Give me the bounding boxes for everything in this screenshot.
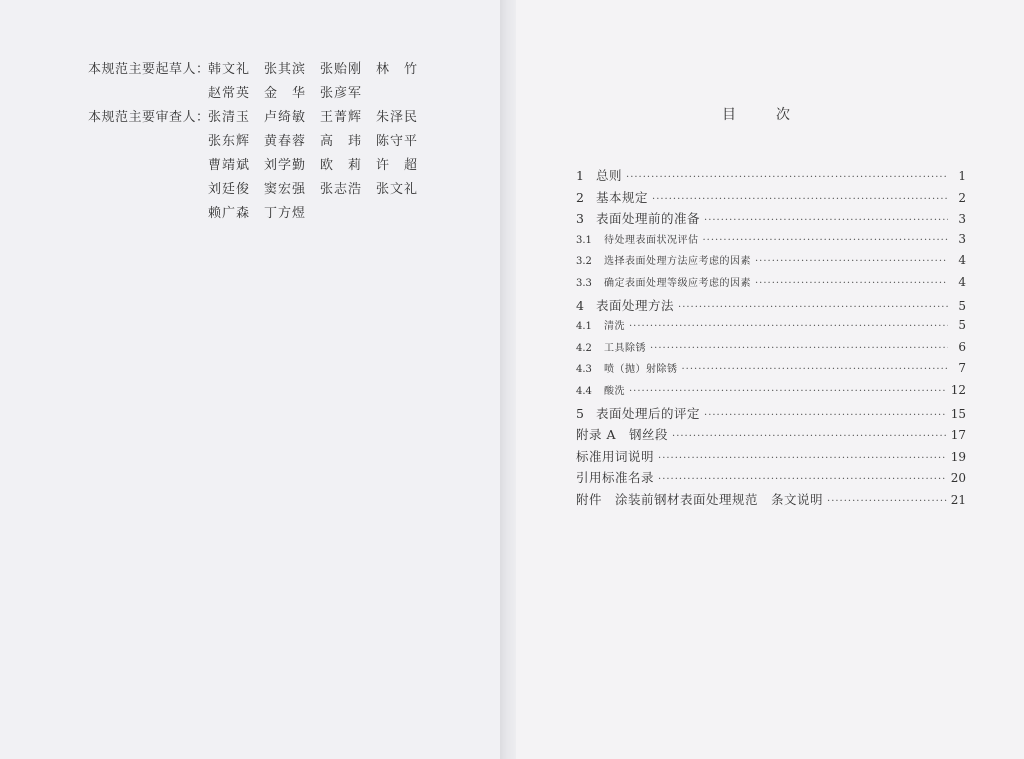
person-name: 刘学勤 — [264, 158, 307, 173]
person-name: 卢绮敏 — [264, 110, 307, 125]
person-name — [320, 202, 376, 221]
toc-entry-title: 选择表面处理方法应考虑的因素 — [604, 256, 751, 268]
toc-entry-page: 21 — [950, 492, 966, 507]
toc-entry[interactable] — [576, 166, 966, 188]
toc-leader-dots — [658, 474, 947, 485]
drafters-group — [88, 58, 432, 101]
person-name: 张彦军 — [320, 86, 363, 101]
toc-entry-page: 6 — [958, 339, 966, 354]
toc-entry-number: 3.1 — [576, 234, 592, 246]
toc-leader-dots — [755, 278, 948, 289]
toc-entry-page: 20 — [950, 471, 966, 486]
toc-entry-number: 3 — [576, 211, 584, 227]
toc-entry-page: 3 — [958, 212, 966, 227]
toc-entry-number: 4.3 — [576, 364, 592, 376]
toc-entry-page: 5 — [958, 318, 966, 333]
toc-entry-page: 19 — [950, 449, 966, 464]
person-name: 张文礼 — [376, 182, 419, 197]
credit-label — [88, 130, 208, 149]
toc-entry-title: 待处理表面状况评估 — [604, 234, 699, 246]
toc-entry-number: 3.3 — [576, 277, 592, 289]
toc-entry[interactable] — [576, 252, 966, 274]
toc-entry-title: 工具除锈 — [604, 342, 646, 354]
credit-label — [88, 178, 208, 197]
toc-leader-dots — [672, 431, 947, 442]
toc-leader-dots — [678, 302, 948, 313]
person-name: 张志浩 — [320, 182, 363, 197]
person-name: 金 华 — [264, 86, 307, 101]
credits-block — [88, 58, 432, 226]
toc-entry[interactable] — [576, 209, 966, 231]
toc-entry-title: 表面处理方法 — [596, 297, 675, 313]
person-name: 林 竹 — [376, 62, 419, 77]
toc-title: 目次 — [722, 107, 830, 123]
toc-leader-dots — [629, 386, 947, 397]
person-name: 赖广森 — [208, 206, 251, 221]
right-page — [516, 0, 1024, 759]
toc-entry-title: 表面处理后的评定 — [596, 405, 701, 421]
toc-entry-number: 4.1 — [576, 321, 592, 333]
toc-entry-number: 1 — [576, 168, 584, 183]
person-name: 王菁辉 — [320, 110, 363, 125]
toc-entry-page: 4 — [958, 253, 966, 268]
toc-leader-dots — [703, 235, 949, 246]
person-name — [376, 202, 432, 221]
toc-entry-number: 4.4 — [576, 385, 592, 397]
toc-entry[interactable] — [576, 382, 966, 404]
toc-entry-title: 总则 — [596, 168, 623, 183]
toc-leader-dots — [755, 256, 948, 267]
toc-entry-page: 7 — [958, 361, 966, 376]
toc-leader-dots — [652, 194, 948, 205]
toc-leader-dots — [827, 496, 947, 507]
person-name: 窦宏强 — [264, 182, 307, 197]
toc-entry-title: 酸洗 — [604, 385, 625, 397]
toc-entry-number: 4 — [576, 297, 584, 313]
toc-entry-number: 3.2 — [576, 256, 592, 268]
toc-entry-title: 基本规定 — [596, 189, 649, 205]
person-name: 高 玮 — [320, 134, 363, 149]
toc-entry[interactable] — [576, 188, 966, 210]
toc-entry-title: 确定表面处理等级应考虑的因素 — [604, 277, 751, 289]
person-name: 欧 莉 — [320, 158, 363, 173]
toc-entry-number: 4.2 — [576, 342, 592, 354]
toc-entry[interactable] — [576, 339, 966, 361]
toc-entry-title: 喷（抛）射除锈 — [604, 364, 678, 376]
toc-leader-dots — [650, 343, 948, 354]
person-name: 张其滨 — [264, 62, 307, 77]
person-name: 刘廷俊 — [208, 182, 251, 197]
person-name: 张清玉 — [208, 110, 251, 125]
left-page — [0, 0, 500, 759]
toc-entry-page: 3 — [958, 231, 966, 246]
toc-entry-title: 引用标准名录 — [576, 470, 655, 486]
toc-entry-title: 表面处理前的准备 — [596, 211, 701, 227]
person-name: 丁方煜 — [264, 206, 307, 221]
toc-entry[interactable] — [576, 404, 966, 426]
toc-entry[interactable] — [576, 360, 966, 382]
toc-entry[interactable] — [576, 317, 966, 339]
person-name: 曹靖斌 — [208, 158, 251, 173]
person-name: 韩文礼 — [208, 62, 251, 77]
person-name: 陈守平 — [376, 134, 419, 149]
toc-entry-title: 清洗 — [604, 321, 625, 333]
toc-entry-number: 5 — [576, 405, 584, 421]
toc-leader-dots — [704, 410, 947, 421]
toc-entry-page: 2 — [958, 190, 966, 205]
toc-entry-page: 1 — [958, 169, 966, 183]
toc-entry[interactable] — [576, 274, 966, 296]
credit-label: 本规范主要起草人： — [88, 62, 210, 77]
toc-entry-page: 12 — [950, 382, 966, 397]
person-name: 张贻刚 — [320, 62, 363, 77]
toc-entry[interactable] — [576, 231, 966, 253]
toc-entry-title: 附件 涂装前钢材表面处理规范 条文说明 — [576, 491, 824, 507]
toc-leader-dots — [682, 364, 949, 375]
credit-label: 本规范主要审查人： — [88, 110, 210, 125]
person-name: 赵常英 — [208, 86, 251, 101]
toc-leader-dots — [626, 172, 948, 183]
book-gutter — [500, 0, 516, 759]
credit-label — [88, 202, 208, 221]
toc-entry[interactable] — [576, 425, 966, 447]
reviewers-group — [88, 106, 432, 221]
toc-leader-dots — [704, 215, 948, 226]
toc-entry-page: 15 — [950, 406, 966, 421]
person-name — [376, 82, 432, 101]
toc-entry-page: 17 — [950, 428, 966, 443]
table-of-contents — [576, 166, 966, 512]
toc-entry-title: 附录 A 钢丝段 — [576, 427, 669, 443]
toc-entry-page: 4 — [958, 274, 966, 289]
credit-label — [88, 154, 208, 173]
person-name: 许 超 — [376, 158, 419, 173]
toc-entry[interactable] — [576, 490, 966, 512]
toc-entry-page: 5 — [958, 298, 966, 313]
toc-leader-dots — [658, 453, 947, 464]
toc-entry-title: 标准用词说明 — [576, 448, 655, 464]
toc-entry[interactable] — [576, 447, 966, 469]
toc-entry[interactable] — [576, 468, 966, 490]
credit-label — [88, 82, 208, 101]
toc-entry[interactable] — [576, 296, 966, 318]
person-name: 朱泽民 — [376, 110, 419, 125]
toc-entry-number: 2 — [576, 189, 584, 205]
person-name: 张东辉 — [208, 134, 251, 149]
bleed-through-text — [150, 168, 450, 688]
person-name: 黄春蓉 — [264, 134, 307, 149]
toc-leader-dots — [629, 321, 948, 332]
